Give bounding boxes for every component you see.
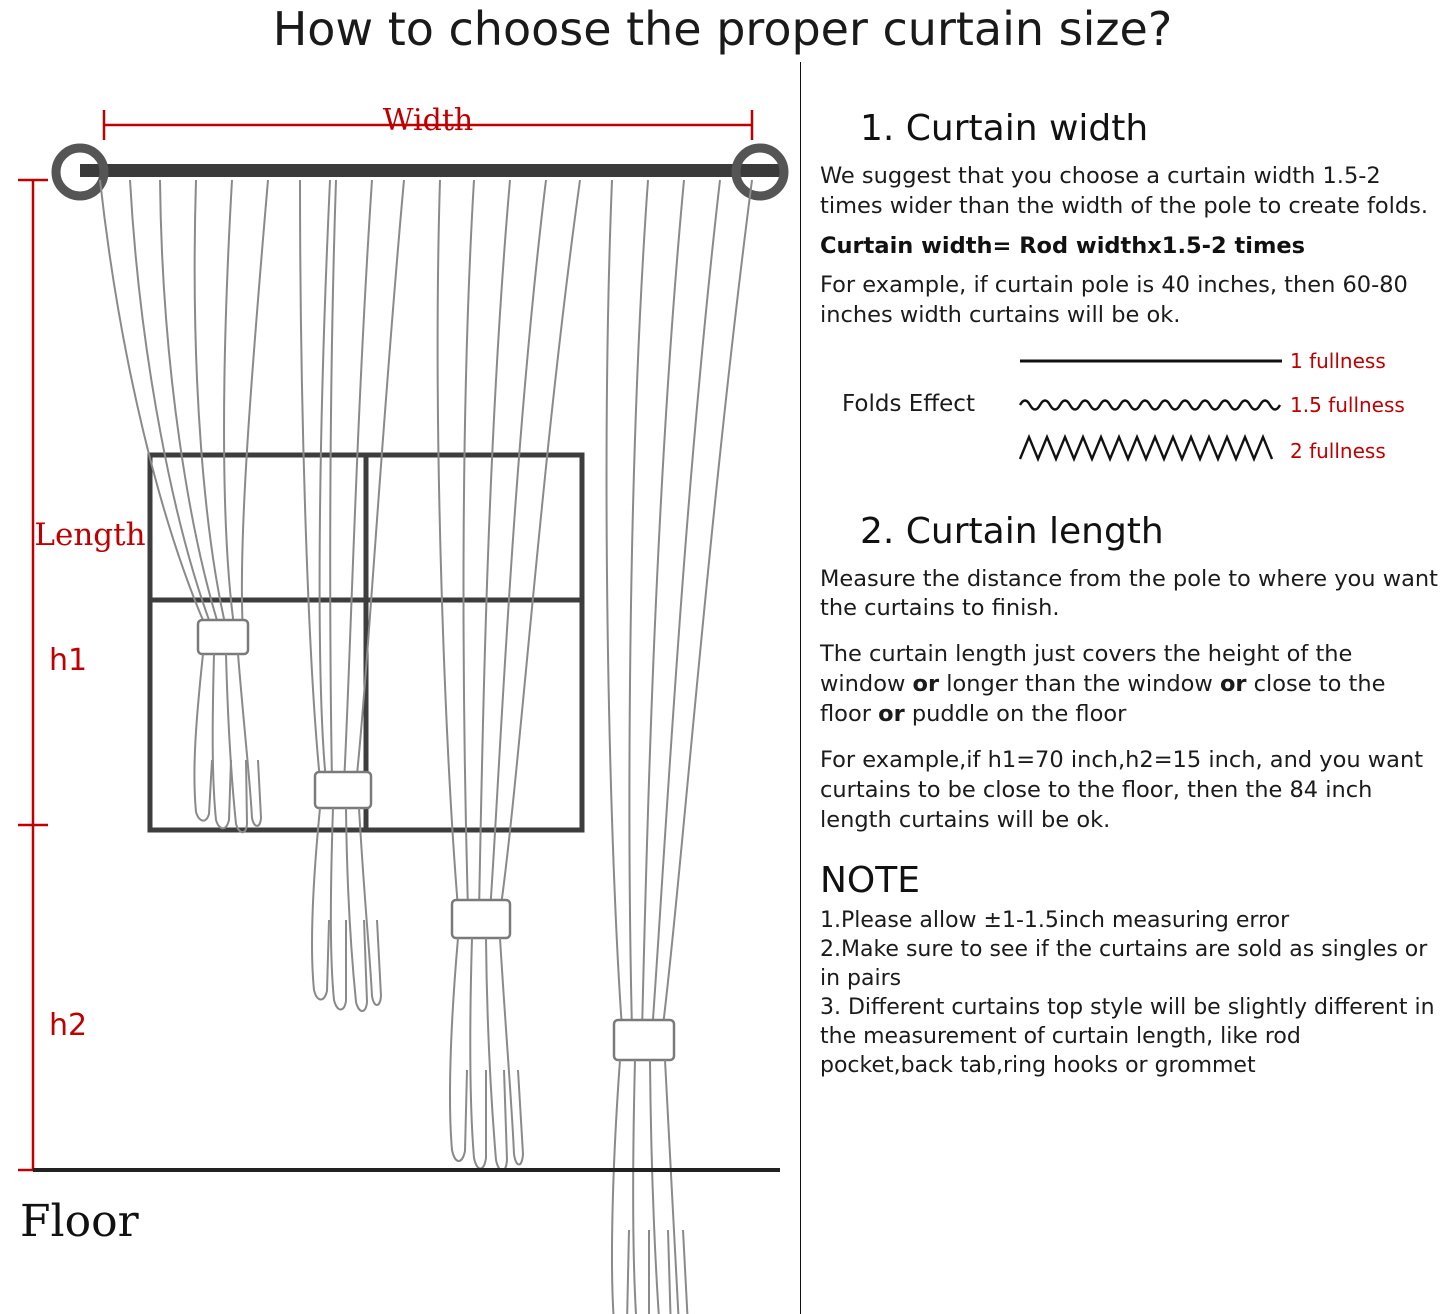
label-length: Length bbox=[34, 517, 146, 553]
label-width: Width bbox=[382, 103, 474, 138]
note-item-1: 1.Please allow ±1-1.5inch measuring error bbox=[820, 907, 1290, 933]
note-item-3: 3. Different curtains top style will be slightly different in the measurement of curtain length, like rod pocket,back tab,ring hooks or grommet bbox=[820, 994, 1435, 1078]
section-1-heading: 1. Curtain width bbox=[860, 108, 1149, 149]
section-2-paragraph-2: The curtain length just covers the height of the window or longer than the window or close to the floor or puddle on the floor bbox=[820, 641, 1386, 728]
folds-effect-label: Folds Effect bbox=[842, 390, 975, 417]
section-1-paragraph-1: We suggest that you choose a curtain width 1.5-2 times wider than the width of the pole to create folds. bbox=[820, 162, 1429, 219]
folds-legend-2: 1.5 fullness bbox=[1290, 392, 1405, 417]
curtain-measurement-diagram bbox=[0, 60, 800, 1314]
note-heading: NOTE bbox=[820, 859, 921, 901]
note-list bbox=[820, 906, 1439, 1080]
folds-effect-block bbox=[820, 347, 1439, 467]
folds-effect-graphic bbox=[1016, 347, 1286, 467]
section-2-paragraph-1: Measure the distance from the pole to where you want the curtains to finish. bbox=[820, 565, 1438, 622]
instructions-panel bbox=[812, 62, 1445, 1314]
section-2-heading: 2. Curtain length bbox=[860, 510, 1164, 552]
label-h1: h1 bbox=[48, 643, 88, 678]
panel-divider bbox=[800, 62, 801, 1314]
label-floor: Floor bbox=[20, 1196, 139, 1247]
note-item-2: 2.Make sure to see if the curtains are sold as singles or in pairs bbox=[820, 936, 1428, 991]
folds-legend-3: 2 fullness bbox=[1290, 438, 1386, 463]
folds-legend-1: 1 fullness bbox=[1290, 348, 1386, 373]
curtain-rod bbox=[56, 148, 784, 196]
section-1-paragraph-2: For example, if curtain pole is 40 inches, then 60-80 inches width curtains will be ok. bbox=[820, 271, 1408, 328]
section-2-paragraph-3: For example,if h1=70 inch,h2=15 inch, and you want curtains to be close to the floor, then the 84 inch length curtains will be ok. bbox=[820, 747, 1424, 833]
curtain-folds bbox=[100, 180, 752, 1314]
label-h2: h2 bbox=[48, 1008, 88, 1043]
section-1-formula: Curtain width= Rod widthx1.5-2 times bbox=[820, 232, 1306, 259]
page-title: How to choose the proper curtain size? bbox=[272, 2, 1173, 56]
